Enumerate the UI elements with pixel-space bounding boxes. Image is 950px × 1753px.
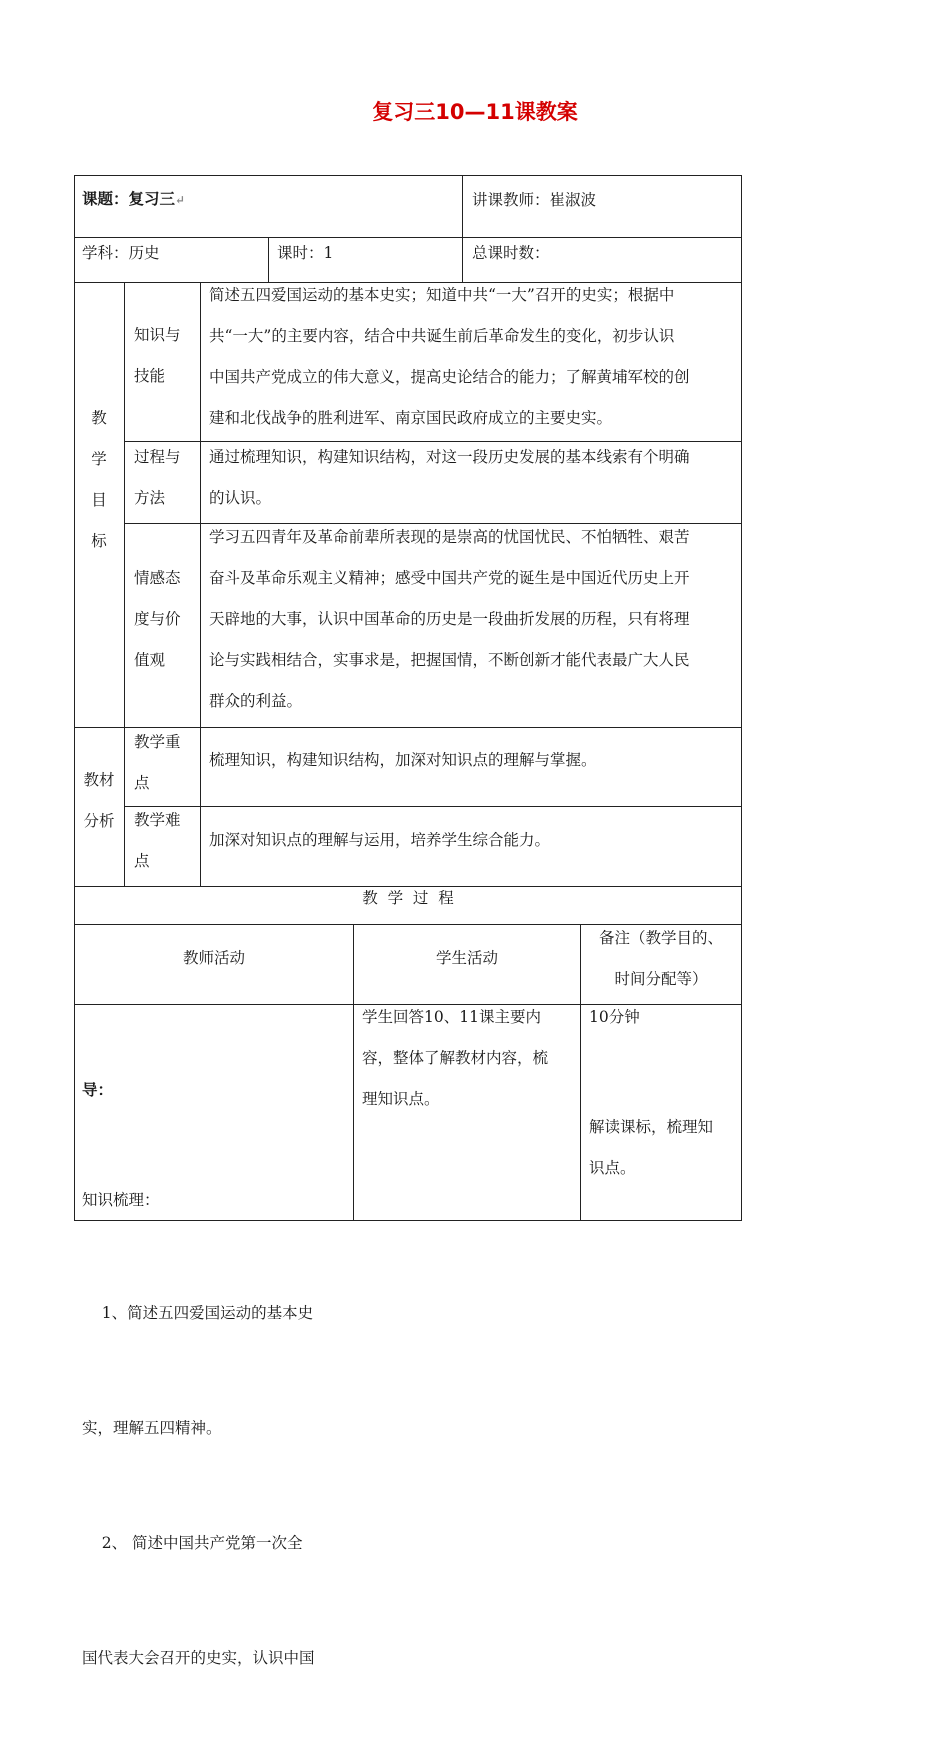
text-line: 中国共产党成立的伟大意义，提高史论结合的能力；了解黄埔军校的创 [209,368,690,386]
text-line: 天辟地的大事，认识中国革命的历史是一段曲折发展的历程，只有将理 [209,610,690,628]
col-divider [462,175,463,283]
text-line: 容，整体了解教材内容，梳 [362,1049,549,1067]
document-title: 复习三10—11课教案 [372,100,578,124]
period-label: 课时： [277,244,324,262]
label-line: 时间分配等） [614,970,708,988]
label-line: 教学重 [134,733,181,751]
emotion-values-text [209,517,739,722]
topic-label: 课题：复习三 [82,189,176,208]
notes-time: 10分钟 [589,1008,640,1026]
teacher-cell [472,180,596,221]
notes-header [580,918,742,1000]
table-border-left [74,175,75,1221]
label-line: 点 [134,852,150,870]
notes-content [589,1107,739,1189]
table-border-top [74,175,742,176]
objectives-char: 学 [91,450,107,468]
knowledge-skill-label [134,315,196,397]
col-divider [124,282,125,887]
teacher-label: 讲课教师： [472,191,550,209]
text-line: 群众的利益。 [209,692,303,710]
total-periods-cell [472,233,550,274]
student-activity-content [362,997,578,1120]
label-line: 点 [134,774,150,792]
table-border-right [741,175,742,1221]
label-line: 情感态 [134,569,181,587]
subject-cell [82,233,160,274]
teacher-activity-header: 教师活动 [182,949,245,967]
label-line: 分析 [83,812,115,830]
label-line: 教学难 [134,811,181,829]
teacher-activity-content [82,997,350,1753]
difficult-points-text: 加深对知识点的理解与运用，培养学生综合能力。 [209,831,551,849]
text-line: 共“一大”的主要内容，结合中共诞生前后革命发生的变化，初步认识 [209,327,675,345]
subject-value: 历史 [128,244,160,262]
text-line: 学生回答10、11课主要内 [362,1008,541,1026]
subject-label: 学科： [82,244,129,262]
text-line: 通过梳理知识，构建知识结构，对这一段历史发展的基本线索有个明确 [209,448,690,466]
text-line: 奋斗及革命乐观主义精神；感受中国共产党的诞生是中国近代历史上开 [209,569,690,587]
row-divider [124,806,742,807]
label-line: 知识与 [134,326,181,344]
key-points-label [134,722,196,804]
text-line: 解读课标，梳理知 [589,1118,714,1136]
text-line: 的认识。 [209,489,272,507]
text-line: 建和北伐战争的胜利进军、南京国民政府成立的主要史实。 [209,409,613,427]
teacher-name: 崔淑波 [549,191,597,209]
emotion-values-label [134,558,196,681]
label-line: 值观 [134,651,166,669]
label-line: 技能 [134,367,166,385]
label-line: 过程与 [134,448,181,466]
text-line: 理知识点。 [362,1090,440,1108]
period-cell [277,233,333,274]
label-line: 度与价 [134,610,181,628]
text-line: 知识梳理： [82,1191,160,1209]
key-points-text: 梳理知识，构建知识结构，加深对知识点的理解与掌握。 [209,751,597,769]
col-divider [200,282,201,887]
label-line: 方法 [134,489,166,507]
objectives-char: 目 [91,491,107,509]
label-line: 教材 [83,771,115,789]
text-line: 识点。 [589,1159,636,1177]
text-line: 1、简述五四爱国运动的基本史 [82,1304,314,1322]
total-periods-label: 总课时数： [472,244,550,262]
label-line: 备注（教学目的、 [598,929,723,947]
knowledge-skill-text [209,275,739,439]
objectives-section-label [74,398,124,562]
text-line: 导： [82,1080,114,1099]
topic-cell [82,178,185,221]
text-line: 简述五四爱国运动的基本史实；知道中共“一大”召开的史实；根据中 [209,286,675,304]
text-line: 2、 简述中国共产党第一次全 [82,1534,303,1552]
objectives-char: 教 [91,409,107,427]
process-method-label [134,437,196,519]
student-activity-header: 学生活动 [435,949,498,967]
period-value: 1 [323,244,334,262]
difficult-points-label [134,800,196,882]
process-method-text [209,437,739,519]
return-mark-icon: ↵ [175,193,186,207]
analysis-section-label [74,760,124,842]
objectives-char: 标 [91,532,107,550]
text-line: 论与实践相结合，实事求是，把握国情，不断创新才能代表最广大人民 [209,651,690,669]
row-divider [74,237,742,238]
text-line: 国代表大会召开的史实，认识中国 [82,1649,315,1667]
process-heading: 教 学 过 程 [362,889,454,907]
text-line: 实，理解五四精神。 [82,1419,222,1437]
text-line: 学习五四青年及革命前辈所表现的是崇高的忧国忧民、不怕牺牲、艰苦 [209,528,690,546]
